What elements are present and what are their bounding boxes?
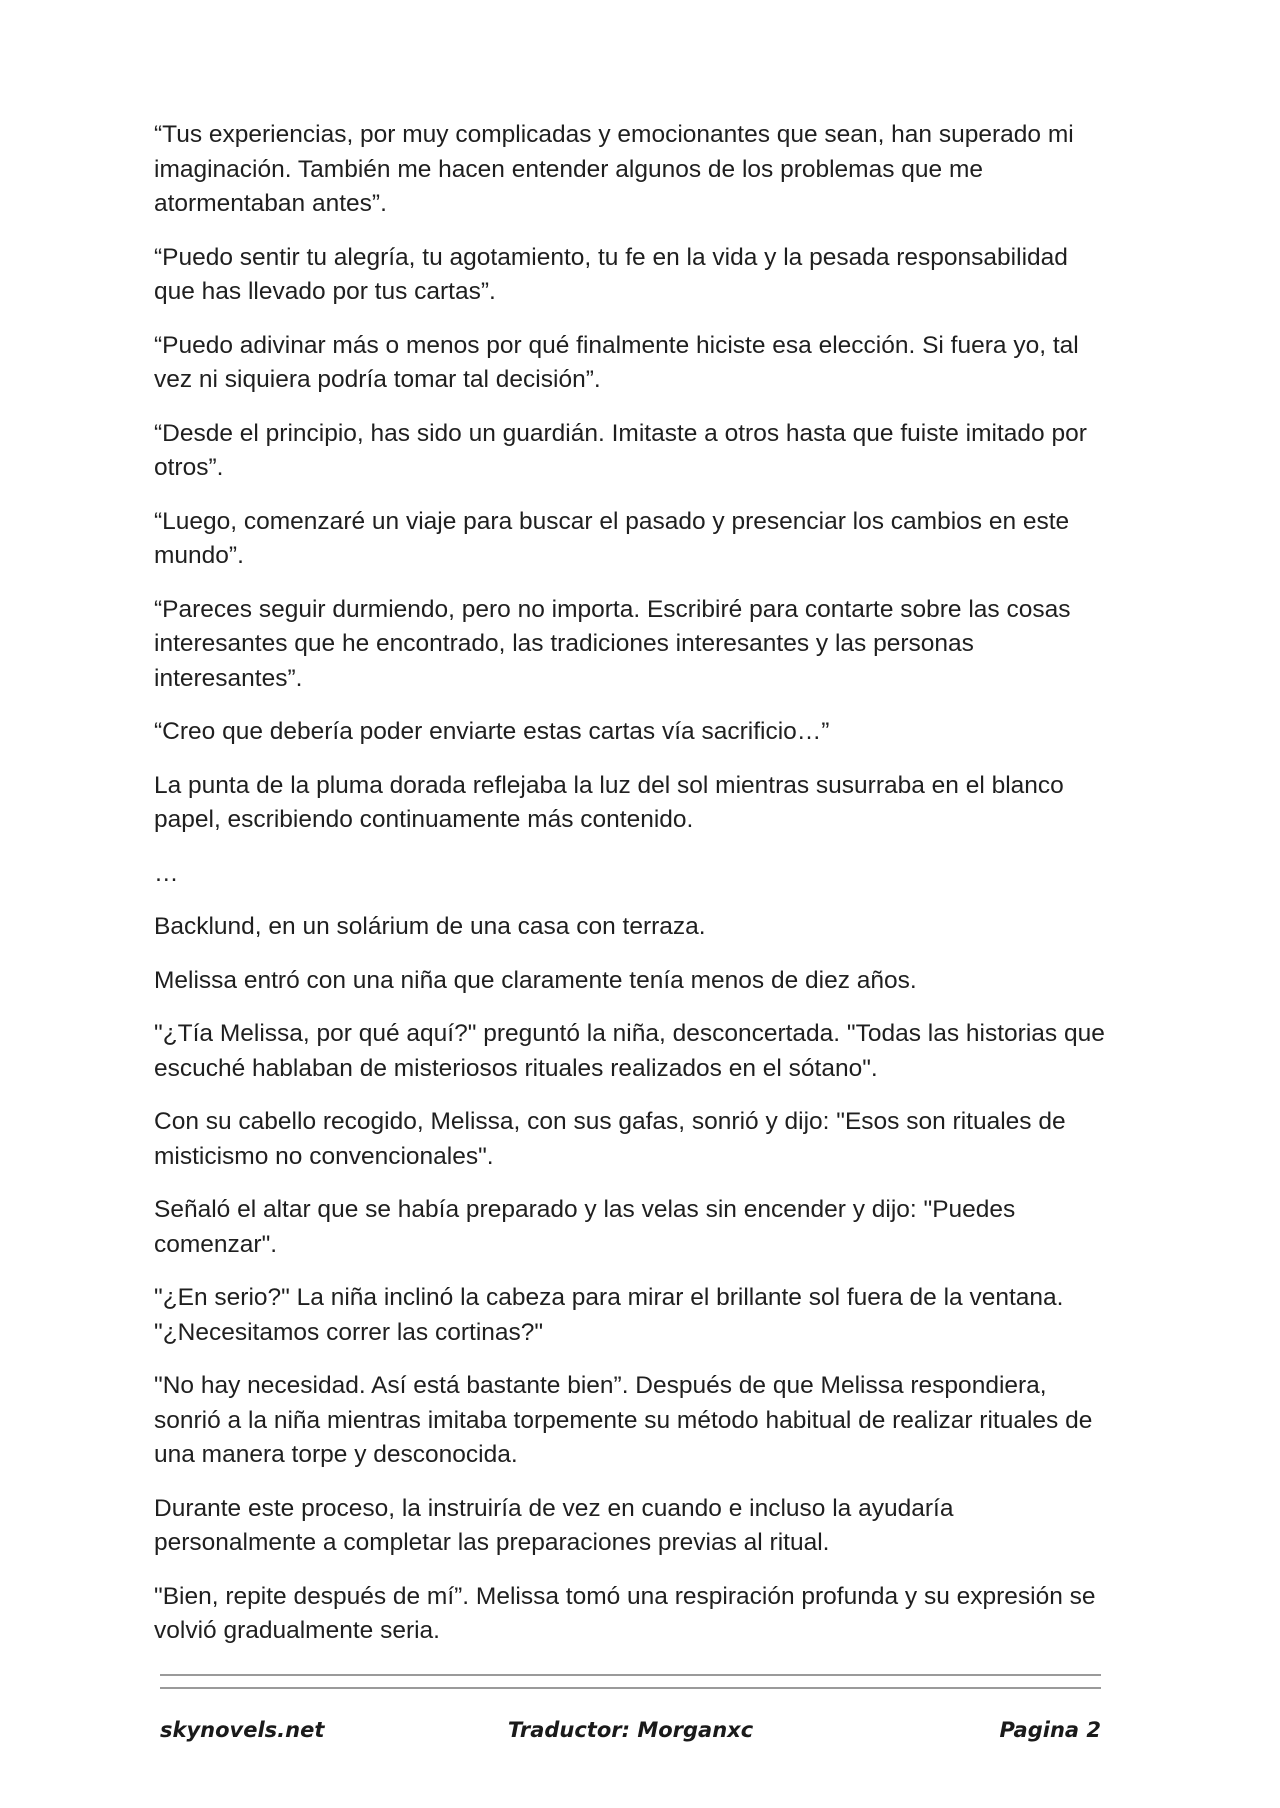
- paragraph-11: Melissa entró con una niña que claramente tenía menos de diez años.: [154, 966, 917, 994]
- paragraph-5: “Luego, comenzaré un viaje para buscar el pasado y presenciar los cambios en este mundo”.: [154, 507, 1070, 569]
- paragraph-12: "¿Tía Melissa, por qué aquí?" preguntó la niña, desconcertada. "Todas las historias que escuché hablaban de misteriosos rituales realizados en el sótano".: [154, 1020, 1105, 1082]
- paragraph-13: Con su cabello recogido, Melissa, con sus gafas, sonrió y dijo: "Esos son rituales de misticismo no convencionales".: [154, 1108, 1066, 1170]
- footer-page-number: Pagina 2: [999, 1718, 1101, 1742]
- paragraph-7: “Creo que debería poder enviarte estas cartas vía sacrificio…”: [154, 718, 830, 745]
- paragraph-1: “Tus experiencias, por muy complicadas y emocionantes que sean, han superado mi imaginación. También me hacen entender algunos de los problemas que me atormentaban antes”.: [154, 121, 1074, 217]
- paragraph-10: Backlund, en un solárium de una casa con terraza.: [154, 913, 706, 940]
- paragraph-6: “Pareces seguir durmiendo, pero no importa. Escribiré para contarte sobre las cosas interesantes que he encontrado, las tradiciones interesantes y las personas interesantes”.: [154, 595, 1071, 692]
- paragraph-16: "No hay necesidad. Así está bastante bien”. Después de que Melissa respondiera, sonrió a la niña mientras imitaba torpemente su método habitual de realizar rituales de una manera torpe y desconocida.: [154, 1372, 1093, 1468]
- paragraph-2: “Puedo sentir tu alegría, tu agotamiento, tu fe en la vida y la pesada responsabilidad que has llevado por tus cartas”.: [154, 243, 1068, 305]
- paragraph-18: "Bien, repite después de mí”. Melissa tomó una respiración profunda y su expresión se volvió gradualmente seria.: [154, 1582, 1096, 1644]
- paragraph-17: Durante este proceso, la instruiría de vez en cuando e incluso la ayudaría personalmente a completar las preparaciones previas al ritual.: [154, 1494, 954, 1556]
- paragraph-4: “Desde el principio, has sido un guardián. Imitaste a otros hasta que fuiste imitado por otros”.: [154, 419, 1087, 481]
- paragraph-15: "¿En serio?" La niña inclinó la cabeza para mirar el brillante sol fuera de la ventana. "¿Necesitamos correr las cortinas?": [154, 1284, 1064, 1346]
- paragraph-14: Señaló el altar que se había preparado y las velas sin encender y dijo: "Puedes comenzar".: [154, 1196, 1016, 1258]
- paragraph-8: La punta de la pluma dorada reflejaba la luz del sol mientras susurraba en el blanco papel, escribiendo continuamente más contenido.: [154, 771, 1064, 833]
- footer-site: skynovels.net: [160, 1718, 325, 1742]
- page-footer: [160, 1713, 1101, 1747]
- footer-translator: Traductor: Morganxc: [507, 1718, 754, 1742]
- paragraph-3: “Puedo adivinar más o menos por qué finalmente hiciste esa elección. Si fuera yo, tal vez ni siquiera podría tomar tal decisión”.: [154, 331, 1079, 393]
- scene-break: …: [154, 859, 179, 887]
- footer-divider-bottom: [160, 1687, 1101, 1689]
- footer-divider-top: [160, 1674, 1101, 1676]
- body-text: [154, 118, 1114, 1668]
